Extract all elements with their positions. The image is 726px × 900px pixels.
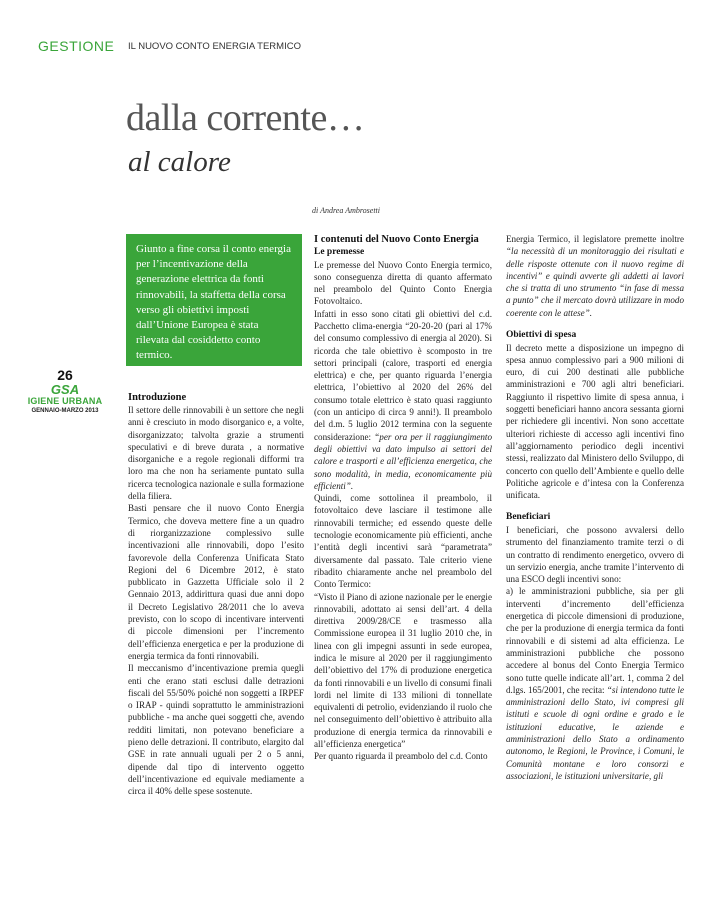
lead-box <box>126 234 302 366</box>
paragraph: Le premesse del Nuovo Conto Energia termico, sono conseguenza diretta di quanto affermato nel preambolo del Quinto Conto Energia Fotovoltaico. <box>314 259 492 307</box>
article-topic: IL NUOVO CONTO ENERGIA TERMICO <box>128 41 301 52</box>
paragraph: Il decreto mette a disposizione un impegno di spesa annuo complessivo pari a 900 milioni di euro, di cui 200 destinati alle pubbliche amministrazioni e 700 agli altri beneficiari. Raggiunto il rispettivo limite di spesa annua, i soggetti beneficiari hanno ancora sessanta giorni per richiedere gli incentivi. Non sono accettate ulteriori richieste di accesso agli incentivi fino all’aggiornamento periodico degli incentivi stessi, realizzato dal Ministero dello Sviluppo, di concerto con quello dell’Ambiente e quello delle Politiche agricole e d’intesa con la Conferenza unificata. <box>506 342 684 501</box>
column-1 <box>128 391 304 798</box>
magazine-logo: GSA <box>50 382 80 397</box>
author-byline: di Andrea Ambrosetti <box>312 206 380 215</box>
quote-text: “per ora per il raggiungimento degli obiettivi va dato impulso ai settori del calore e trasporti e all’efficienza energetica, che sono modalità, in media, economicamente più efficienti”. <box>314 431 492 491</box>
heading-obiettivi: Obiettivi di spesa <box>506 330 577 341</box>
issue-date: GENNAIO-MARZO 2013 <box>31 408 99 414</box>
paragraph: Il meccanismo d’incentivazione premia quegli enti che erano stati esclusi dalle detrazioni fiscali del 55/50% poiché non soggetti a IRPEF o IRAP - quindi soprattutto le amministrazioni pubbliche - ma anche quei soggetti che, avendo redditi limitati, non potevano beneficiare a pieno delle detrazioni. Il contributo, elargito dal GSE in rate annuali uguali per 2 o 5 anni, dipende dal tipo di intervento oggetto dell’incentivazione ed equivale mediamente a circa il 40% delle spese sostenute. <box>128 663 304 797</box>
lead-text: Giunto a fine corsa il conto energia per l’incentivazione della generazione elettrica da fonti rinnovabili, la staffetta della corsa verso gli obiettivi imposti dall’Unione Europea è stata rilevata dal cosiddetto conto termico. <box>136 243 291 362</box>
heading-contenuti: I contenuti del Nuovo Conto Energia <box>314 234 479 245</box>
paragraph-text: Energia Termico, il legislatore premette inoltre <box>506 234 684 244</box>
page-footer-gutter <box>16 368 114 415</box>
column-3 <box>506 233 684 782</box>
section-label: GESTIONE <box>38 38 115 54</box>
paragraph: Basti pensare che il nuovo Conto Energia Termico, che doveva mettere fine a un quadro di riorganizzazione complessivo sulle incentivazioni alle rinnovabili, dopo l’esito favorevole della Conferenza Unificata Stato Regioni del 6 Dicembre 2012, è stato pubblicato in Gazzetta Ufficiale solo il 2 Gennaio 2013, addirittura quasi due anni dopo il Decreto Legislativo 28/2011 che lo aveva previsto, con lo scopo di incentivare interventi di piccole dimensioni per l’incremento dell’efficienza energetica e per la produzione di energia termica da fonti rinnovabili. <box>128 503 304 661</box>
paragraph: I beneficiari, che possono avvalersi dello strumento del finanziamento tramite terzi o di un contratto di rendimento energetico, ovvero di un servizio energia, anche tramite l’intervento di una ESCO degli incentivi sono: <box>506 524 684 585</box>
article-title-line2: al calore <box>128 146 231 178</box>
magazine-subtitle: IGIENE URBANA <box>27 396 103 406</box>
paragraph-text: Infatti in esso sono citati gli obiettivi del c.d. Pacchetto clima-energia “20-20-20 (pari al 17% del consumo complessivo di energia al 2020). Si ricorda che tale obiettivo è scomposto in tre settori principali (calore, trasporti ed energia elettrica) e che, per quanto riguarda l’energia elettrica, l’obiettivo al 2020 del 26% del consumo totale elettrico è stato quasi raggiunto (con un anticipo di circa 9 anni!). Il preambolo del d.m. 5 luglio 2012 termina con la seguente considerazione: <box>314 308 492 442</box>
paragraph <box>314 308 492 492</box>
paragraph: Il settore delle rinnovabili è un settore che negli anni è cresciuto in modo disorganico e, a volte, disorganizzato; talvolta grazie a strumenti speculativi e di breve durata , a normative disorganiche e a regole regionali difformi tra loro ma che non ha seriamente puntato sulla ricerca tecnologica nazionale e sulla formazione della filiera. <box>128 405 304 502</box>
heading-introduzione: Introduzione <box>128 392 187 403</box>
column-2 <box>314 233 492 763</box>
paragraph-text: a) le amministrazioni pubbliche, sia per gli interventi d’incremento dell’efficienza energetica di piccole dimensioni di produzione, che per la produzione di energia termica da fonti rinnovabili e di sistemi ad alta efficienza. Le amministrazioni pubbliche che possono accedere al bonus del Conto Energia Termico sono tutte quelle indicate all’art. 1, comma 2 del d.lgs. 165/2001, che recita: <box>506 586 684 695</box>
paragraph <box>506 233 684 319</box>
paragraph <box>506 585 684 782</box>
page-number: 26 <box>57 367 73 383</box>
quote-text: “si intendono tutte le amministrazioni dello Stato, ivi compresi gli istituti e scuole di ogni ordine e grado e le istituzioni educative, le aziende e amministrazioni dello Stato a ordinamento autonomo, le Regioni, le Province, i Comuni, le Comunità montane e loro consorzi e associazioni, le istituzioni universitarie, gli <box>506 684 684 781</box>
subheading-premesse: Le premesse <box>314 247 365 257</box>
quote-text: “la necessità di un monitoraggio dei risultati e delle risposte ottenute con il nuovo regime di incentivi” e quindi avverte gli addetti ai lavori che si tratta di uno strumento “in fase di messa a punto” che il mercato dovrà utilizzare in modo coerente con le attese”. <box>506 246 684 318</box>
paragraph: Per quanto riguarda il preambolo del c.d. Conto <box>314 751 488 762</box>
article-title-line1: dalla corrente… <box>126 97 365 139</box>
paragraph: “Visto il Piano di azione nazionale per le energie rinnovabili, adottato ai sensi dell’art. 4 della direttiva 2009/28/CE e trasmesso alla Commissione europea il 31 luglio 2010 che, in linea con gli impegni assunti in sede europea, indica le misure al 2020 per il raggiungimento dell’obiettivo del 17% di produzione energetica da fonti rinnovabili e un livello di consumi finali lordi nel limite di 133 milioni di tonnellate equivalenti di petrolio, evidenziando il ruolo che nel conseguimento dell’obiettivo è attribuito alla produzione di energia termica da rinnovabili e all’efficienza energetica” <box>314 591 492 750</box>
paragraph: Quindi, come sottolinea il preambolo, il fotovoltaico deve lasciare il testimone alle rinnovabili termiche; ed essendo queste delle tecnologie economicamente più efficienti, anche l’entità degli incentivi sarà “parametrata” diversamente dal passato. Tale criterio viene ribadito chiaramente anche nel preambolo del Conto Termico: <box>314 493 492 590</box>
heading-beneficiari: Beneficiari <box>506 512 551 523</box>
